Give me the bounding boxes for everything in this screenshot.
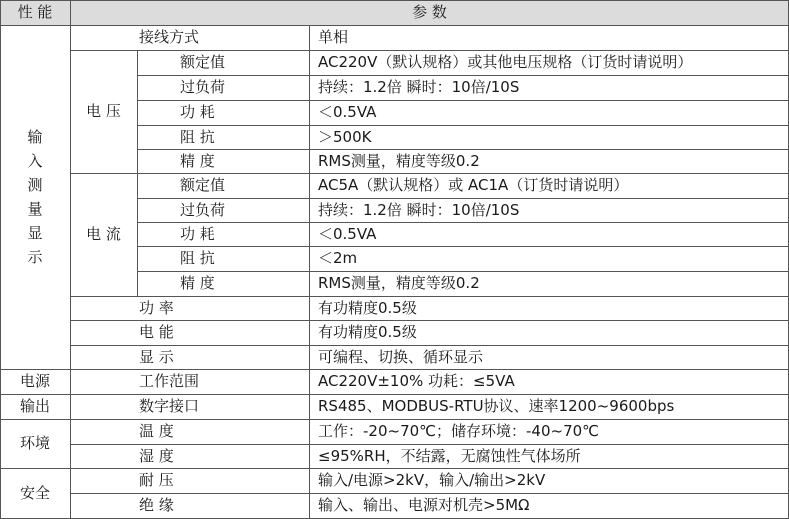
current-consumption-value: ＜0.5VA — [318, 224, 377, 243]
voltage-impedance-label: 阻 抗 — [180, 127, 215, 146]
voltage-consumption-value: ＜0.5VA — [318, 103, 377, 121]
current-label: 电 流 — [86, 225, 121, 243]
current-rated-label: 额定值 — [180, 176, 226, 194]
group-input-measure-display — [0, 25, 70, 369]
voltage-rated-label: 额定值 — [180, 53, 226, 71]
energy-label: 电 能 — [139, 323, 174, 341]
group-char: 示 — [27, 248, 43, 266]
header-performance: 性 能 — [17, 3, 53, 21]
insulation-label: 绝 缘 — [139, 496, 174, 514]
temperature-label: 温 度 — [139, 422, 174, 440]
display-label: 显 示 — [139, 347, 174, 366]
voltage-overload-value: 持续：1.2倍 瞬时：10倍/10S — [318, 78, 520, 96]
current-overload-value: 持续：1.2倍 瞬时：10倍/10S — [318, 200, 520, 219]
voltage-consumption-label: 功 耗 — [180, 103, 215, 121]
output-label: 数字接口 — [139, 397, 200, 415]
safety-group: 安全 — [19, 483, 50, 502]
group-char: 入 — [27, 152, 43, 170]
current-consumption-label: 功 耗 — [180, 224, 215, 243]
output-group: 输出 — [19, 397, 50, 415]
current-rated-value: AC5A（默认规格）或 AC1A（订货时请说明） — [318, 176, 629, 194]
current-accuracy-value: RMS测量，精度等级0.2 — [318, 274, 480, 292]
current-overload-label: 过负荷 — [180, 200, 226, 219]
withstand-voltage-label: 耐 压 — [139, 471, 174, 489]
humidity-value: ≤95%RH，不结露，无腐蚀性气体场所 — [318, 446, 581, 465]
current-accuracy-label: 精 度 — [180, 274, 215, 292]
withstand-voltage-value: 输入/电源>2kV，输入/输出>2kV — [318, 471, 546, 489]
voltage-accuracy-label: 精 度 — [180, 151, 215, 170]
group-char: 量 — [27, 200, 43, 218]
voltage-label: 电 压 — [86, 102, 121, 120]
group-char: 输 — [27, 128, 43, 146]
humidity-label: 湿 度 — [139, 446, 174, 465]
voltage-accuracy-value: RMS测量，精度等级0.2 — [318, 151, 480, 170]
power-label: 功 率 — [139, 298, 174, 317]
current-impedance-label: 阻 抗 — [180, 249, 215, 267]
temperature-value: 工作：-20~70℃；储存环境：-40~70℃ — [318, 422, 600, 440]
group-char: 测 — [27, 176, 43, 194]
insulation-value: 输入、输出、电源对机壳>5MΩ — [318, 496, 530, 514]
energy-value: 有功精度0.5级 — [318, 323, 417, 341]
voltage-impedance-value: ＞500K — [318, 127, 372, 146]
wiring-label: 接线方式 — [139, 28, 200, 46]
output-value: RS485、MODBUS-RTU协议、速率1200~9600bps — [318, 397, 675, 415]
power-supply-value: AC220V±10% 功耗：≤5VA — [318, 372, 515, 390]
display-value: 可编程、切换、循环显示 — [318, 347, 484, 366]
power-supply-label: 工作范围 — [139, 372, 200, 390]
power-value: 有功精度0.5级 — [318, 298, 417, 317]
voltage-rated-value: AC220V（默认规格）或其他电压规格（订货时请说明） — [318, 53, 693, 71]
grid-line — [137, 50, 138, 296]
power-supply-group: 电源 — [19, 372, 50, 390]
environment-group: 环境 — [19, 434, 50, 452]
wiring-value: 单相 — [318, 28, 349, 46]
group-char: 显 — [27, 224, 43, 242]
voltage-overload-label: 过负荷 — [180, 78, 226, 96]
header-parameters: 参 数 — [412, 3, 447, 21]
current-impedance-value: ＜2m — [318, 249, 358, 267]
